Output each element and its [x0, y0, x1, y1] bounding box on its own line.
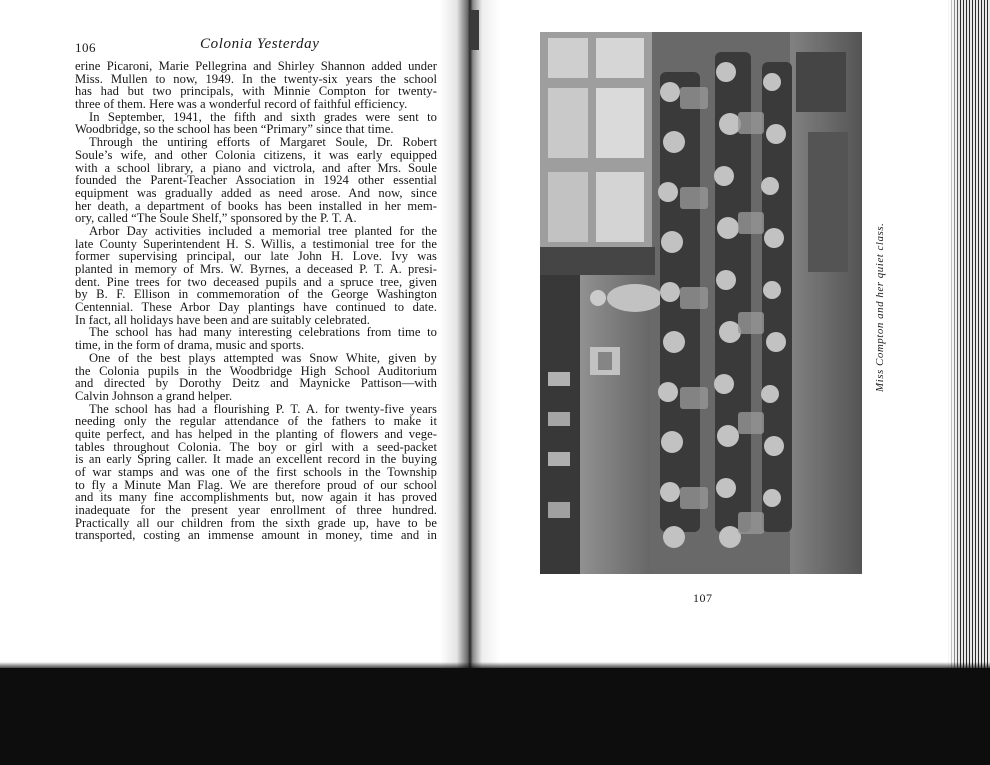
- text-line: One of the best plays attempted was Snow White, given by: [89, 350, 437, 365]
- text-line: Calvin Johnson a grand helper.: [75, 388, 233, 403]
- text-line: tables throughout Colonia. The boy or girl with a seed-packet: [75, 439, 437, 454]
- text-line: is an early Spring caller. It made an excellent record in the buying: [75, 452, 437, 467]
- text-line: The school has had many interesting celebrations from time to: [89, 325, 437, 340]
- text-line: former supervising principal, our late John H. Love. Ivy was: [75, 249, 437, 264]
- text-line: inadequate for the present year enrollment of three hundred.: [75, 503, 437, 518]
- text-line: Soule’s wife, and other Colonia citizens, it was early equipped: [75, 147, 437, 162]
- spine-shadow: [471, 10, 479, 50]
- text-line: needing only the regular attendance of the fathers to make it: [75, 414, 437, 429]
- text-line: time, in the form of drama, music and sports.: [75, 338, 305, 353]
- text-line: Miss. Mullen to now, 1949. In the twenty-six years the school: [75, 71, 437, 86]
- text-line: ory, called “The Soule Shelf,” sponsored by the P. T. A.: [75, 211, 357, 226]
- text-line: three of them. Here was a wonderful record of faithful efficiency.: [75, 97, 408, 112]
- text-line: founded the Parent-Teacher Association in 1924 other essential: [75, 173, 437, 188]
- text-line: the Colonia pupils in the Woodbridge High School Auditorium: [75, 363, 437, 378]
- text-line: to fly a Minute Man Flag. We are therefore proud of our school: [75, 477, 437, 492]
- text-line: has had but two principals, with Minnie Compton for twenty-: [75, 84, 437, 99]
- classroom-photo: [540, 32, 862, 574]
- text-line: with a school library, a piano and victrola, and after Mrs. Soule: [75, 160, 437, 175]
- text-line: late County Superintendent H. S. Willis, a testimonial tree for the: [75, 236, 437, 251]
- running-head: Colonia Yesterday: [200, 36, 320, 52]
- text-line: and its many fine accomplishments but, now again it has proved: [75, 490, 437, 505]
- page-number-right: 107: [693, 591, 713, 605]
- text-line: Centennial. These Arbor Day plantings have continued to date.: [75, 300, 437, 315]
- text-line: transported, costing an immense amount in money, time and in: [75, 528, 437, 543]
- body-text: [75, 60, 437, 542]
- text-line: Woodbridge, so the school has been “Primary” since that time.: [75, 122, 394, 137]
- text-line: Arbor Day activities included a memorial tree planted for the: [89, 223, 437, 238]
- text-line: equipment was gradually added as need arose. And now, since: [75, 185, 437, 200]
- text-line: The school has had a flourishing P. T. A. for twenty-five years: [89, 401, 437, 416]
- book-gutter: [440, 0, 500, 668]
- text-line: quite perfect, and has helped in the planting of flowers and vege-: [75, 426, 437, 441]
- text-line: planted in memory of Mrs. W. Byrnes, a deceased P. T. A. presi-: [75, 262, 437, 276]
- text-line: In September, 1941, the fifth and sixth grades were sent to: [89, 109, 437, 124]
- text-line: In fact, all holidays have been and are suitably celebrated.: [75, 312, 370, 327]
- text-line: of war stamps and was one of the first schools in the Township: [75, 465, 437, 479]
- text-line: dent. Pine trees for two deceased pupils and a spruce tree, given: [75, 274, 437, 289]
- page-number-left: 106: [75, 40, 96, 55]
- scanner-shadow: [0, 668, 990, 765]
- photo-caption: Miss Compton and her quiet class.: [874, 222, 886, 392]
- text-line: Practically all our children from the sixth grade up, have to be: [75, 515, 437, 530]
- text-line: and directed by Dorothy Deitz and Maynicke Pattison—with: [75, 376, 437, 391]
- text-line: erine Picaroni, Marie Pellegrina and Shirley Shannon added under: [75, 59, 437, 73]
- text-line: her death, a department of books has been installed in her mem-: [75, 198, 437, 213]
- page-edges: [948, 0, 990, 668]
- text-line: Through the untiring efforts of Margaret Soule, Dr. Robert: [89, 135, 437, 150]
- text-line: by B. F. Ellison in commemoration of the George Washington: [75, 287, 437, 302]
